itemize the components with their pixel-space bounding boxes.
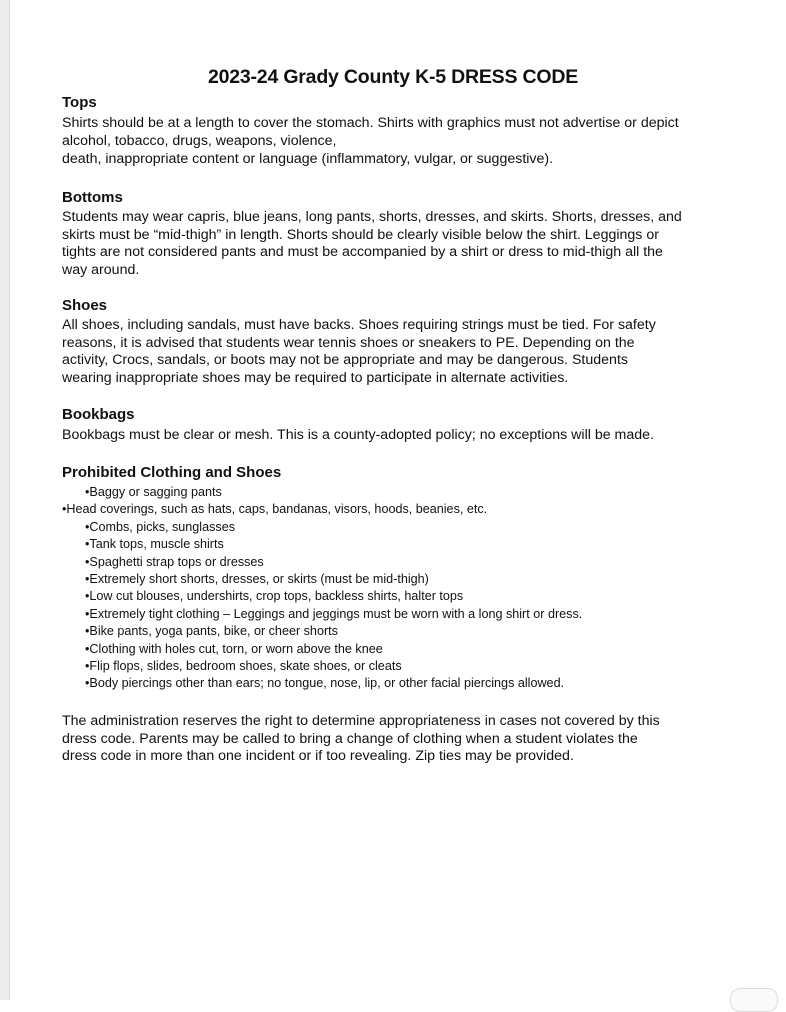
list-item: • Extremely short shorts, dresses, or skirts (must be mid-thigh) xyxy=(62,571,582,588)
text-line: Bookbags must be clear or mesh. This is a county-adopted policy; no exceptions will be made. xyxy=(62,427,654,443)
text-line: reasons, it is advised that students wear tennis shoes or sneakers to PE. Depending on the xyxy=(62,334,635,351)
list-item: • Flip flops, slides, bedroom shoes, skate shoes, or cleats xyxy=(62,658,582,675)
section-heading-bottoms: Bottoms xyxy=(62,189,123,206)
text-line: activity, Crocs, sandals, or boots may not be appropriate and may be dangerous. Students xyxy=(62,352,628,368)
text-line: alcohol, tobacco, drugs, weapons, violence, xyxy=(62,132,337,149)
list-item: • Spaghetti strap tops or dresses xyxy=(62,554,582,571)
text-line: Shirts should be at a length to cover the stomach. Shirts with graphics must not advertise or depict xyxy=(62,115,679,131)
list-item: • Tank tops, muscle shirts xyxy=(62,536,582,553)
list-item: • Low cut blouses, undershirts, crop tops, backless shirts, halter tops xyxy=(62,588,582,605)
page-edge xyxy=(0,0,10,1000)
closing-paragraph xyxy=(62,713,660,766)
section-heading-bookbags: Bookbags xyxy=(62,406,135,423)
list-item: • Combs, picks, sunglasses xyxy=(62,519,582,536)
text-line: The administration reserves the right to determine appropriateness in cases not covered by this xyxy=(62,713,660,729)
text-line: way around. xyxy=(62,261,140,278)
list-item: • Body piercings other than ears; no tongue, nose, lip, or other facial piercings allowed. xyxy=(62,675,582,692)
section-body-bottoms xyxy=(62,209,682,279)
text-line: Students may wear capris, blue jeans, long pants, shorts, dresses, and skirts. Shorts, dresses, and xyxy=(62,209,682,225)
list-item: • Head coverings, such as hats, caps, bandanas, visors, hoods, beanies, etc. xyxy=(62,501,582,518)
list-item: • Bike pants, yoga pants, bike, or cheer shorts xyxy=(62,623,582,640)
text-line: wearing inappropriate shoes may be required to participate in alternate activities. xyxy=(62,369,569,386)
text-line: skirts must be “mid-thigh” in length. Shorts should be clearly visible below the shirt. Leggings or xyxy=(62,226,659,243)
section-heading-prohibited: Prohibited Clothing and Shoes xyxy=(62,464,282,481)
text-line: dress code. Parents may be called to bring a change of clothing when a student violates the xyxy=(62,730,638,747)
section-heading-tops: Tops xyxy=(62,94,97,111)
section-body-tops xyxy=(62,115,679,169)
list-item: • Clothing with holes cut, torn, or worn above the knee xyxy=(62,641,582,658)
section-body-bookbags xyxy=(62,427,654,445)
page-corner-control xyxy=(730,988,778,1012)
text-line: All shoes, including sandals, must have backs. Shoes requiring strings must be tied. For safety xyxy=(62,317,656,333)
text-line: dress code in more than one incident or if too revealing. Zip ties may be provided. xyxy=(62,748,574,764)
section-heading-shoes: Shoes xyxy=(62,297,108,314)
text-line: tights are not considered pants and must be accompanied by a shirt or dress to mid-thigh all the xyxy=(62,244,663,260)
list-item: • Baggy or sagging pants xyxy=(62,484,582,501)
prohibited-list xyxy=(62,484,582,693)
list-item: • Extremely tight clothing – Leggings and jeggings must be worn with a long shirt or dress. xyxy=(62,606,582,623)
section-body-shoes xyxy=(62,317,656,387)
text-line: death, inappropriate content or language (inflammatory, vulgar, or suggestive). xyxy=(62,151,554,167)
page-title: 2023-24 Grady County K-5 DRESS CODE xyxy=(207,66,579,88)
